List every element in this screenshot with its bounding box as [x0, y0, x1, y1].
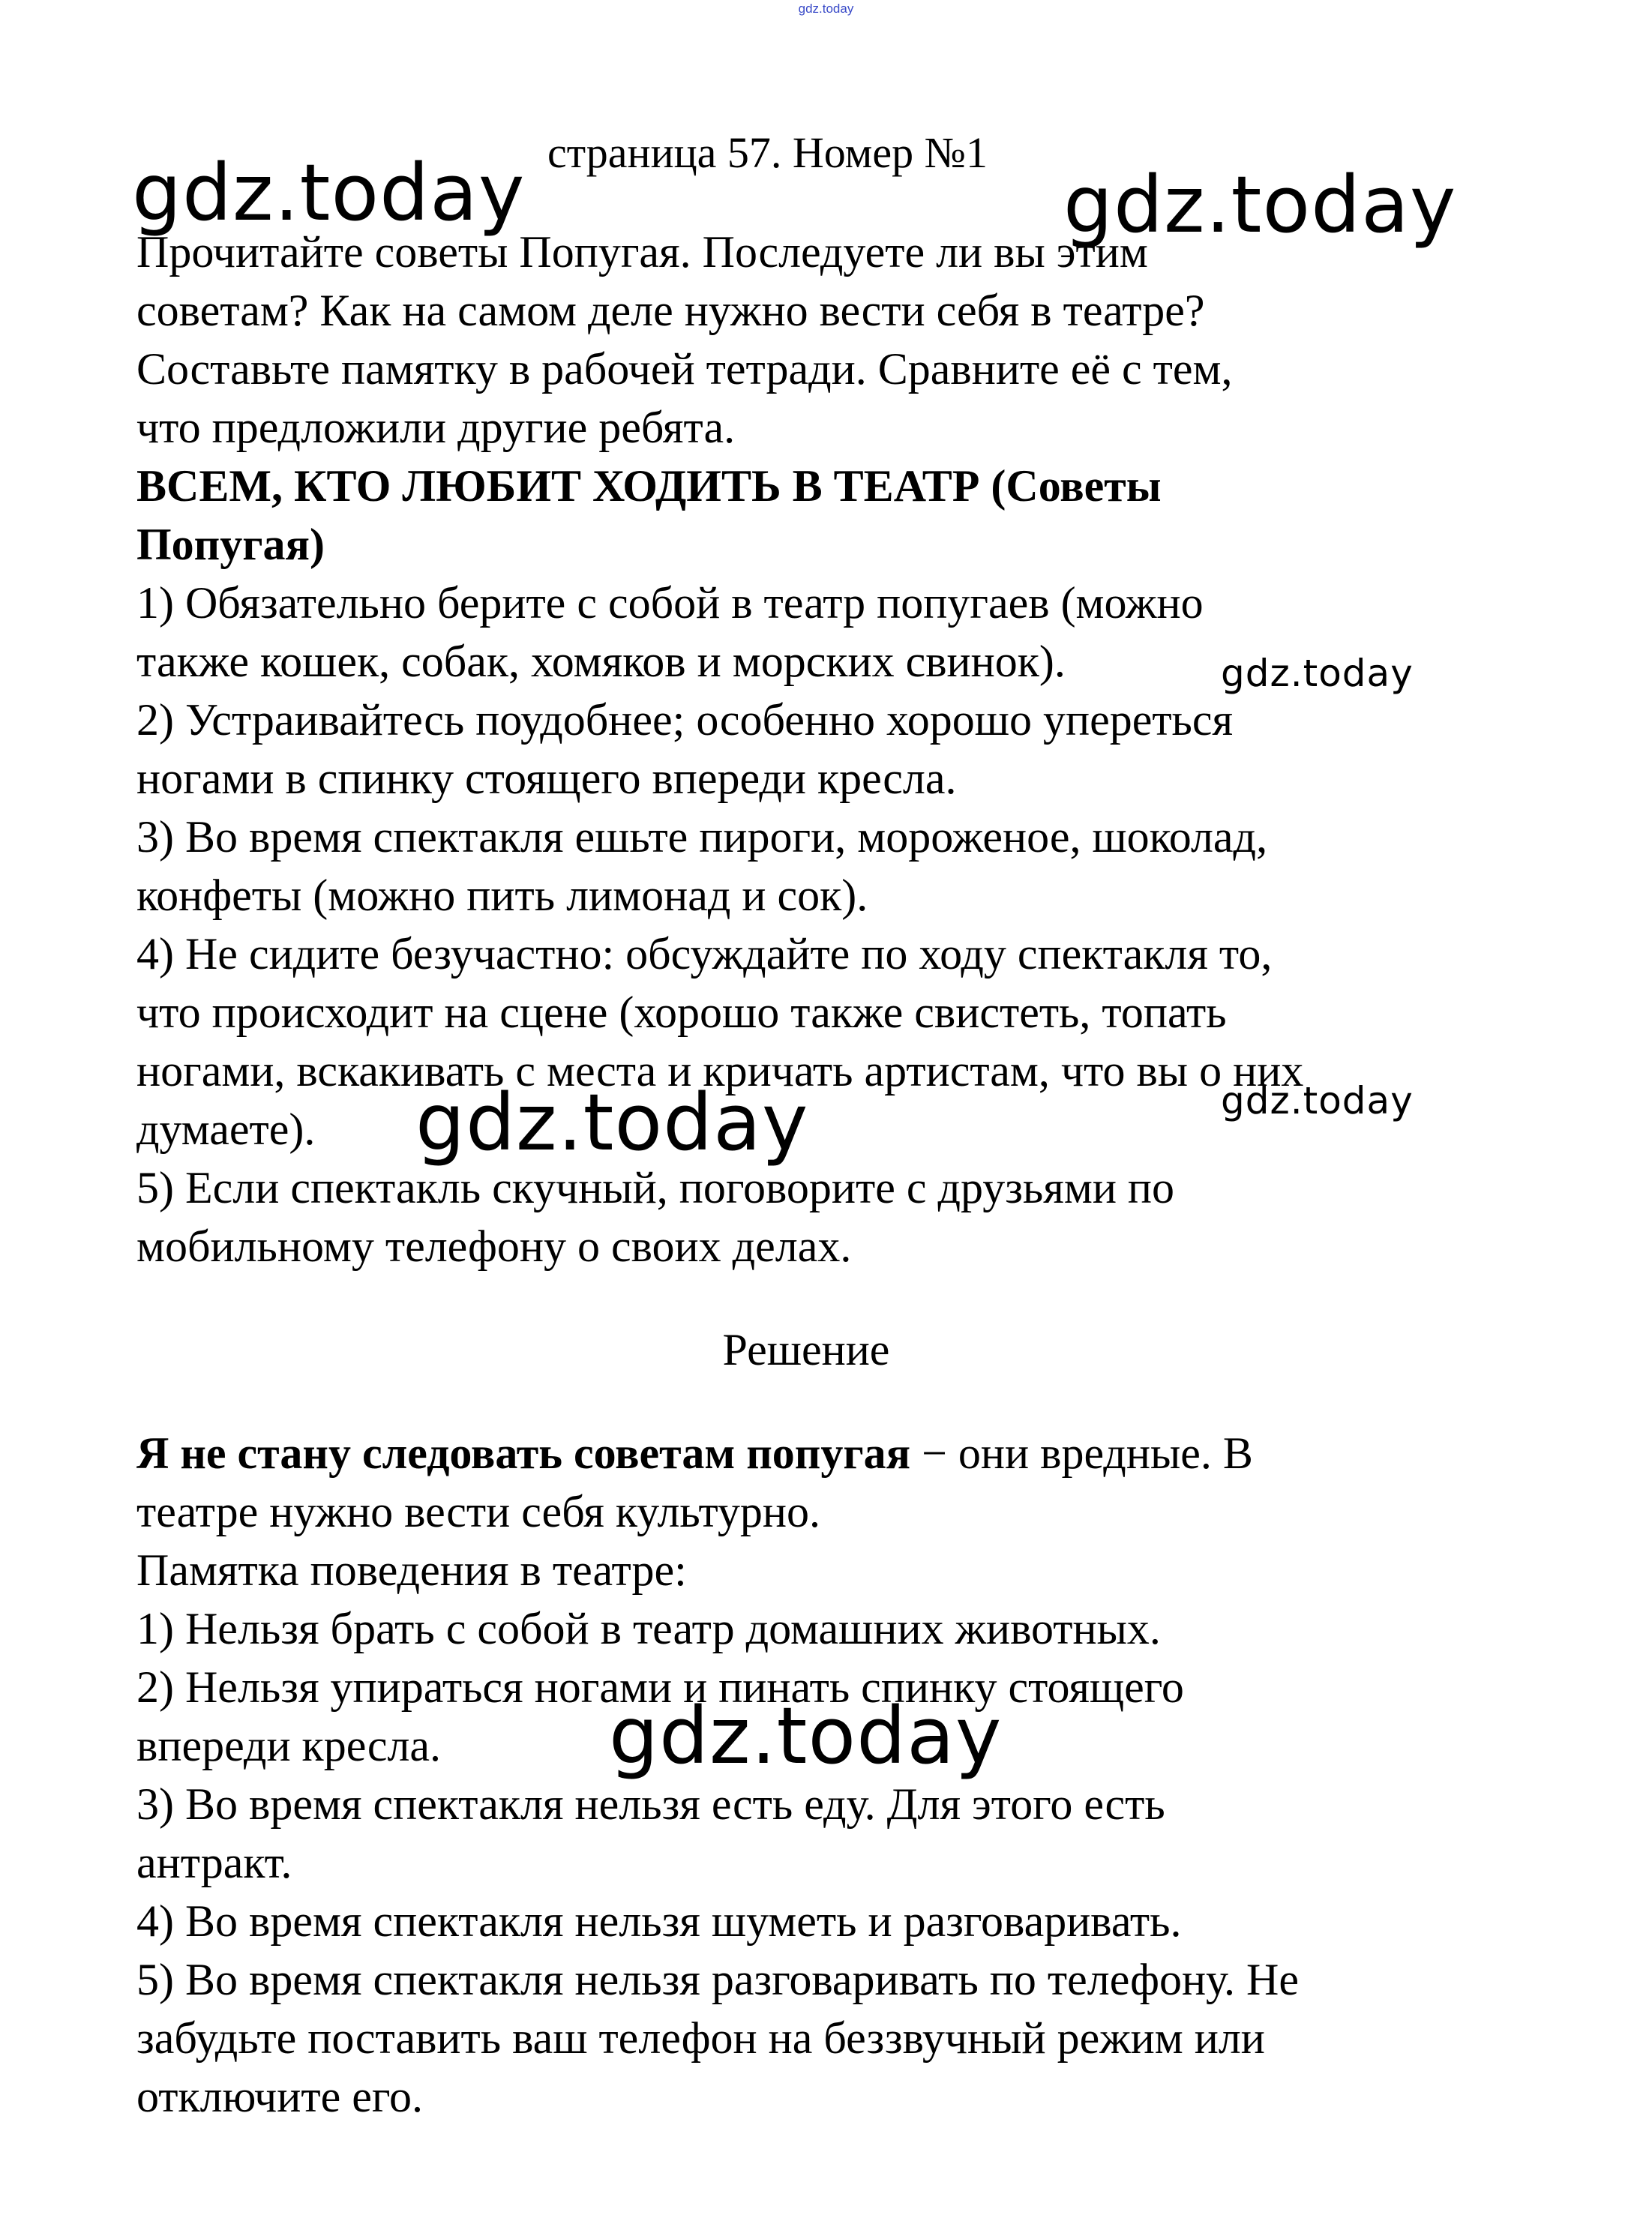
answer-line-4: 1) Нельзя брать с собой в театр домашних животных.: [136, 1604, 1161, 1653]
advice-line-3: 2) Устраивайтесь поудобнее; особенно хорошо упереться: [136, 695, 1234, 745]
watermark-1: gdz.today: [132, 147, 526, 238]
answer-line-1: [136, 1425, 1253, 1482]
task-line-4: что предложили другие ребята.: [136, 403, 736, 452]
answer-line-3: Памятка поведения в театре:: [136, 1545, 687, 1595]
advice-line-9: ногами, вскакивать с места и кричать артистам, что вы о них: [136, 1046, 1304, 1096]
answer-rest: − они вредные. В: [910, 1428, 1253, 1478]
advice-title-line-1: ВСЕМ, КТО ЛЮБИТ ХОДИТЬ В ТЕАТР (Советы: [136, 461, 1162, 511]
answer-line-12: отключите его.: [136, 2072, 423, 2121]
answer-line-8: антракт.: [136, 1838, 292, 1887]
advice-line-7: 4) Не сидите безучастно: обсуждайте по ходу спектакля то,: [136, 929, 1273, 979]
solution-heading: Решение: [722, 1325, 890, 1374]
answer-line-10: 5) Во время спектакля нельзя разговаривать по телефону. Не: [136, 1955, 1300, 2004]
watermark-5: gdz.today: [415, 1077, 809, 1168]
advice-line-2: также кошек, собак, хомяков и морских свинок).: [136, 637, 1066, 686]
watermark-4: gdz.today: [1221, 1079, 1414, 1122]
page-header: страница 57. Номер №1: [547, 128, 988, 177]
advice-line-6: конфеты (можно пить лимонад и сок).: [136, 871, 868, 920]
advice-line-11: 5) Если спектакль скучный, поговорите с друзьями по: [136, 1163, 1175, 1212]
advice-line-12: мобильному телефону о своих делах.: [136, 1221, 852, 1271]
watermark-6: gdz.today: [609, 1690, 1003, 1782]
answer-line-5: 2) Нельзя упираться ногами и пинать спинку стоящего: [136, 1662, 1184, 1712]
answer-line-2: театре нужно вести себя культурно.: [136, 1487, 821, 1536]
answer-bold: Я не стану следовать советам попугая: [136, 1428, 911, 1478]
advice-line-4: ногами в спинку стоящего впереди кресла.: [136, 754, 957, 803]
watermark-2: gdz.today: [1063, 159, 1457, 250]
advice-line-5: 3) Во время спектакля ешьте пироги, мороженое, шоколад,: [136, 812, 1268, 862]
answer-line-11: забудьте поставить ваш телефон на беззвучный режим или: [136, 2013, 1265, 2063]
advice-line-1: 1) Обязательно берите с собой в театр попугаев (можно: [136, 578, 1204, 628]
task-line-3: Составьте памятку в рабочей тетради. Сравните её с тем,: [136, 344, 1233, 394]
advice-line-10: думаете).: [136, 1105, 316, 1154]
top-watermark: gdz.today: [798, 1, 854, 16]
task-line-1: Прочитайте советы Попугая. Последуете ли вы этим: [136, 227, 1148, 277]
task-line-2: советам? Как на самом деле нужно вести себя в театре?: [136, 286, 1205, 335]
advice-line-8: что происходит на сцене (хорошо также свистеть, топать: [136, 988, 1227, 1037]
advice-title-line-2: Попугая): [136, 520, 325, 569]
answer-line-7: 3) Во время спектакля нельзя есть еду. Для этого есть: [136, 1779, 1165, 1829]
watermark-3: gdz.today: [1221, 652, 1414, 695]
answer-line-9: 4) Во время спектакля нельзя шуметь и разговаривать.: [136, 1896, 1182, 1946]
answer-line-6: впереди кресла.: [136, 1721, 442, 1770]
